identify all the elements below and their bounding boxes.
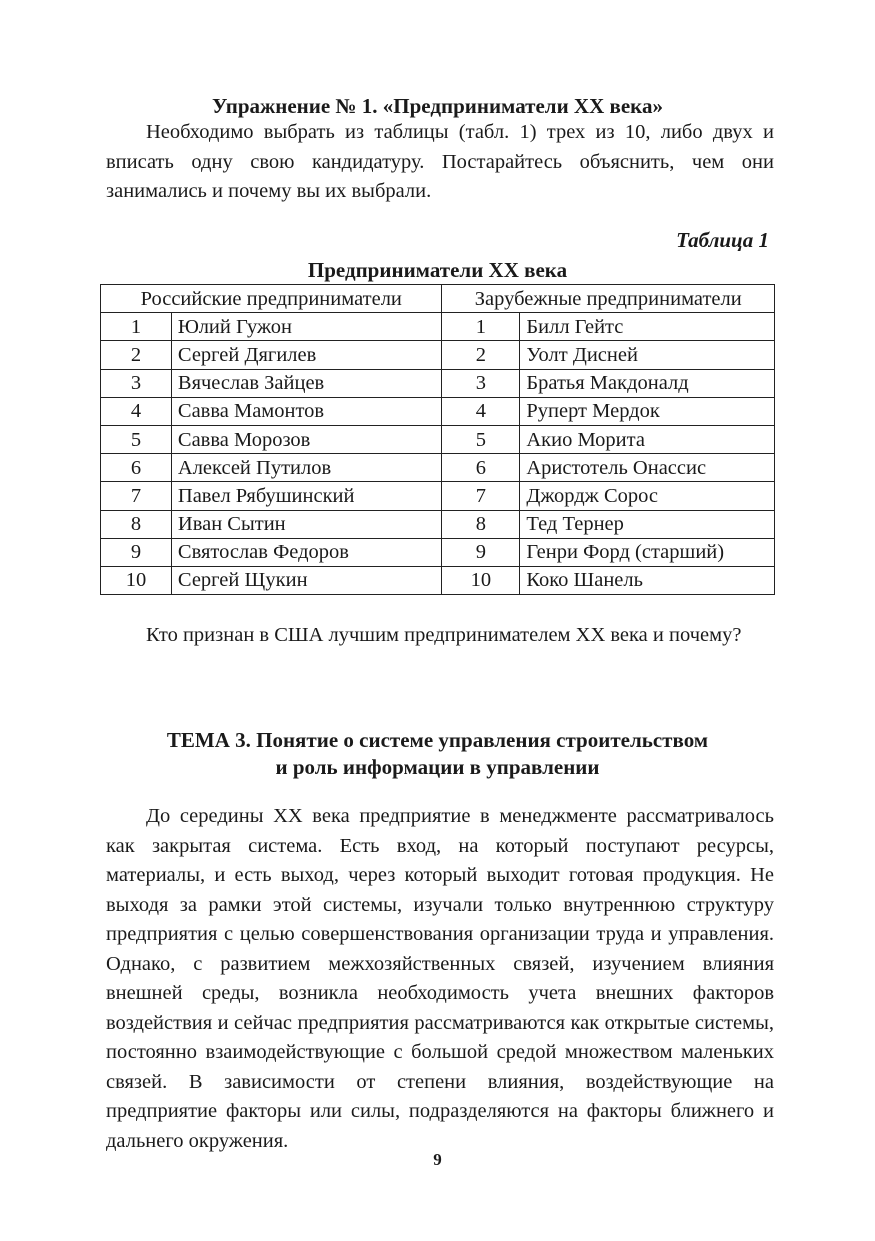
foreign-number-cell: 3 xyxy=(442,369,520,397)
table-row xyxy=(101,369,775,397)
russian-name-cell: Сергей Щукин xyxy=(171,566,442,594)
table-row xyxy=(101,397,775,425)
russian-number-cell: 9 xyxy=(101,538,172,566)
foreign-number-cell: 9 xyxy=(442,538,520,566)
russian-number-cell: 7 xyxy=(101,482,172,510)
table-caption: Предприниматели XX века xyxy=(307,258,568,282)
table-row xyxy=(101,510,775,538)
russian-name-cell: Святослав Федоров xyxy=(171,538,442,566)
foreign-number-cell: 2 xyxy=(442,341,520,369)
table-row xyxy=(101,313,775,341)
foreign-name-cell: Аристотель Онассис xyxy=(520,454,775,482)
foreign-name-cell: Тед Тернер xyxy=(520,510,775,538)
table-row xyxy=(101,482,775,510)
table-row xyxy=(101,538,775,566)
table-row xyxy=(101,454,775,482)
foreign-name-cell: Акио Морита xyxy=(520,425,775,453)
foreign-name-cell: Генри Форд (старший) xyxy=(520,538,775,566)
exercise-paragraph: Необходимо выбрать из таблицы (табл. 1) трех из 10, либо двух и вписать одну свою кандидатуру. Постарайтесь объяснить, чем они занимались и почему вы их выбрали. xyxy=(106,121,774,202)
exercise-title: Упражнение № 1. «Предприниматели XX века» xyxy=(212,94,663,118)
russian-number-cell: 2 xyxy=(101,341,172,369)
russian-name-cell: Сергей Дягилев xyxy=(171,341,442,369)
table-row xyxy=(101,566,775,594)
foreign-name-cell: Коко Шанель xyxy=(520,566,775,594)
table-row xyxy=(101,341,775,369)
foreign-number-cell: 10 xyxy=(442,566,520,594)
russian-name-cell: Алексей Путилов xyxy=(171,454,442,482)
theme-heading-line2: и роль информации в управлении xyxy=(275,755,600,779)
header-foreign: Зарубежные предприниматели xyxy=(442,285,775,313)
russian-name-cell: Савва Морозов xyxy=(171,425,442,453)
russian-number-cell: 5 xyxy=(101,425,172,453)
entrepreneurs-table xyxy=(100,284,775,595)
russian-number-cell: 8 xyxy=(101,510,172,538)
foreign-name-cell: Братья Макдоналд xyxy=(520,369,775,397)
russian-name-cell: Вячеслав Зайцев xyxy=(171,369,442,397)
foreign-name-cell: Джордж Сорос xyxy=(520,482,775,510)
russian-name-cell: Павел Рябушинский xyxy=(171,482,442,510)
foreign-number-cell: 7 xyxy=(442,482,520,510)
table-label: Таблица 1 xyxy=(676,228,769,252)
foreign-number-cell: 4 xyxy=(442,397,520,425)
russian-name-cell: Савва Мамонтов xyxy=(171,397,442,425)
russian-number-cell: 3 xyxy=(101,369,172,397)
foreign-name-cell: Билл Гейтс xyxy=(520,313,775,341)
foreign-name-cell: Руперт Мердок xyxy=(520,397,775,425)
russian-name-cell: Юлий Гужон xyxy=(171,313,442,341)
foreign-number-cell: 8 xyxy=(442,510,520,538)
russian-number-cell: 6 xyxy=(101,454,172,482)
theme-heading xyxy=(100,727,775,781)
foreign-name-cell: Уолт Дисней xyxy=(520,341,775,369)
russian-number-cell: 1 xyxy=(101,313,172,341)
foreign-number-cell: 1 xyxy=(442,313,520,341)
page-number: 9 xyxy=(433,1150,442,1169)
table-header-row xyxy=(101,285,775,313)
table-row xyxy=(101,425,775,453)
table-body xyxy=(101,313,775,595)
foreign-number-cell: 6 xyxy=(442,454,520,482)
body-paragraph: До середины XX века предприятие в менеджменте рассматривалось как закрытая система. Есть вход, на который поступают ресурсы, материалы, и есть выход, через который выходит готовая продукция. Не выходя за рамки этой системы, изучали только внутреннюю структуру предприятия с целью совершенствования организации труда и управления. Однако, с развитием межхозяйственных связей, изучением влияния внешней среды, возникла необходимость учета внешних факторов воздействия и сейчас предприятия рассматриваются как открытые системы, постоянно взаимодействующие с большой средой множеством маленьких связей. В зависимости от степени влияния, воздействующие на предприятие факторы или силы, подразделяются на факторы ближнего и дальнего окружения. xyxy=(106,805,774,1152)
russian-name-cell: Иван Сытин xyxy=(171,510,442,538)
russian-number-cell: 10 xyxy=(101,566,172,594)
question-paragraph: Кто признан в США лучшим предпринимателем XX века и почему? xyxy=(146,624,742,646)
theme-heading-line1: ТЕМА 3. Понятие о системе управления строительством xyxy=(166,728,709,752)
russian-number-cell: 4 xyxy=(101,397,172,425)
header-russian: Российские предприниматели xyxy=(101,285,442,313)
foreign-number-cell: 5 xyxy=(442,425,520,453)
